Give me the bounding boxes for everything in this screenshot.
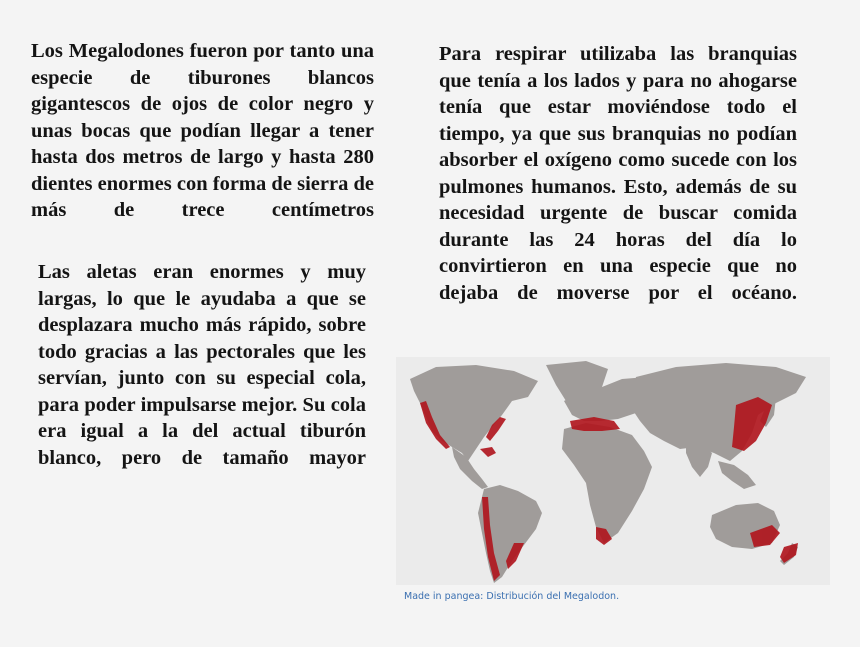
africa-landmass <box>562 423 652 543</box>
paragraph-breathing-description: Para respirar utilizaba las branquias que tenía a los lados y para no ahogarse tenía que estar moviéndose todo el tiempo, ya que sus branquias no podían absorber el oxígeno como sucede con los pulmones humanos. Esto, además de su necesidad urgente de buscar comida durante las 24 horas del día lo convirtieron en una especie que no dejaba de moverse por el océano. <box>439 43 797 304</box>
asia-landmass <box>632 363 806 461</box>
distribution-caribbean <box>480 447 496 457</box>
map-caption: Made in pangea: Distribución del Megalodon. <box>404 591 620 602</box>
distribution-world-map <box>396 357 830 585</box>
southeast-asia-landmass <box>718 461 756 489</box>
paragraph-fins-description: Las aletas eran enormes y muy largas, lo que le ayudaba a que se desplazara mucho más rápido, sobre todo gracias a las pectorales que les servían, junto con su especial cola, para poder impulsarse mejor. Su cola era igual a la del actual tiburón blanco, pero de tamaño mayor <box>38 261 366 469</box>
paragraph-megalodon-description: Los Megalodones fueron por tanto una especie de tiburones blancos gigantescos de ojos de color negro y unas bocas que podían llegar a tener hasta dos metros de largo y hasta 280 dientes enormes con forma de sierra de más de trece centímetros <box>31 40 374 221</box>
